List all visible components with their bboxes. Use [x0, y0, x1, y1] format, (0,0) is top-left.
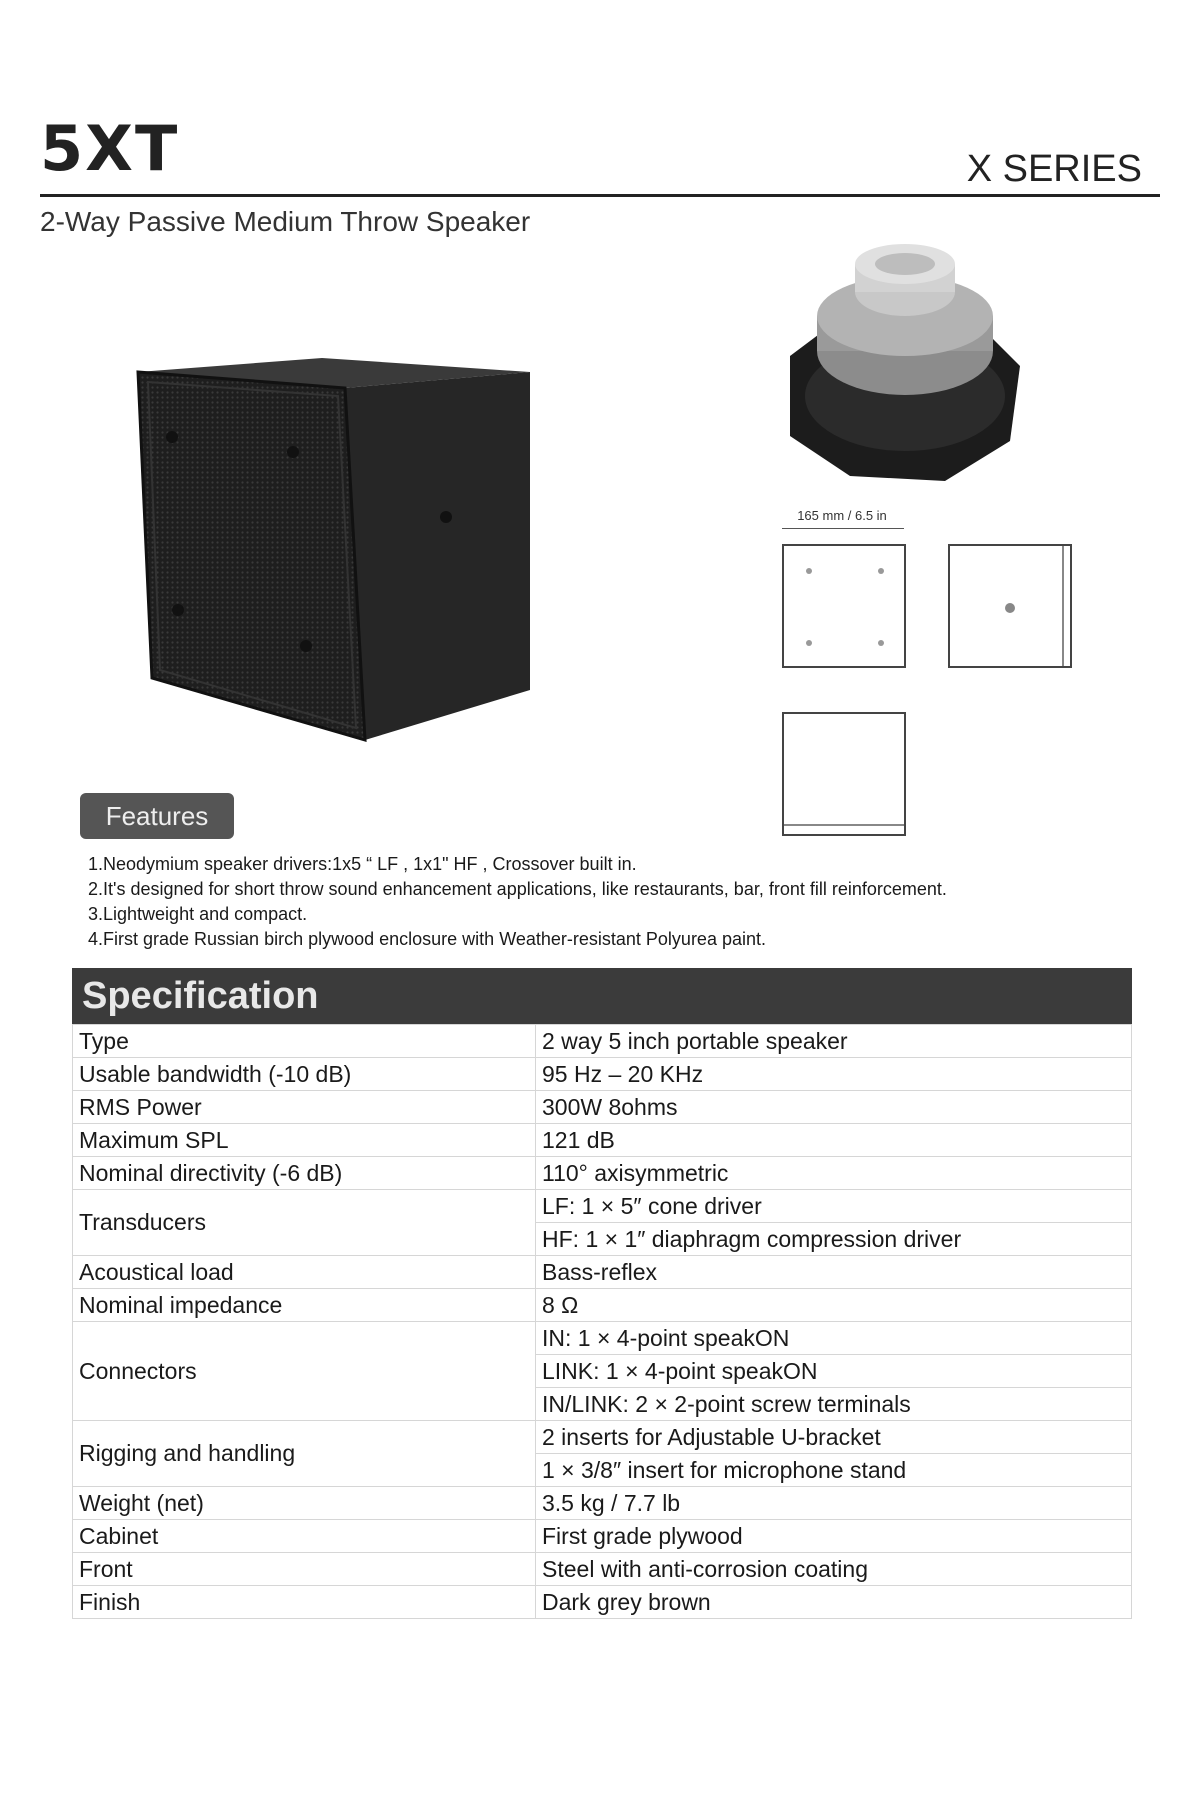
spec-label: Type [73, 1025, 536, 1058]
spec-value: IN/LINK: 2 × 2-point screw terminals [536, 1388, 1132, 1421]
spec-label: Maximum SPL [73, 1124, 536, 1157]
specification-header: Specification [72, 968, 1132, 1024]
features-badge: Features [80, 793, 234, 839]
spec-value: Steel with anti-corrosion coating [536, 1553, 1132, 1586]
feature-item: 3.Lightweight and compact. [88, 904, 308, 924]
table-row [73, 1553, 1132, 1586]
spec-value: 121 dB [536, 1124, 1132, 1157]
top-view-drawing [782, 712, 906, 836]
spec-label: Rigging and handling [73, 1421, 536, 1487]
spec-value: 3.5 kg / 7.7 lb [536, 1487, 1132, 1520]
table-row [73, 1256, 1132, 1289]
feature-item: 2.It's designed for short throw sound enhancement applications, like restaurants, bar, front fill reinforcement. [88, 879, 947, 899]
speaker-cabinet-image [110, 300, 580, 760]
spec-value: LINK: 1 × 4-point speakON [536, 1355, 1132, 1388]
table-row [73, 1025, 1132, 1058]
side-view-drawing [948, 544, 1072, 668]
spec-label: Nominal impedance [73, 1289, 536, 1322]
spec-label: Cabinet [73, 1520, 536, 1553]
series-name: X SERIES [966, 148, 1142, 190]
spec-value: 2 way 5 inch portable speaker [536, 1025, 1132, 1058]
table-row [73, 1289, 1132, 1322]
spec-label: Front [73, 1553, 536, 1586]
model-name: 5XT [40, 112, 180, 185]
spec-label: Usable bandwidth (-10 dB) [73, 1058, 536, 1091]
spec-value: 8 Ω [536, 1289, 1132, 1322]
table-row [73, 1322, 1132, 1355]
spec-value: First grade plywood [536, 1520, 1132, 1553]
table-row [73, 1190, 1132, 1223]
front-view-drawing [782, 544, 906, 668]
spec-value: Bass-reflex [536, 1256, 1132, 1289]
header-divider [40, 194, 1160, 197]
table-row [73, 1520, 1132, 1553]
table-row [73, 1058, 1132, 1091]
feature-item: 4.First grade Russian birch plywood enclosure with Weather-resistant Polyurea paint. [88, 929, 766, 949]
spec-value: 1 × 3/8″ insert for microphone stand [536, 1454, 1132, 1487]
spec-value: 300W 8ohms [536, 1091, 1132, 1124]
product-subtitle: 2-Way Passive Medium Throw Speaker [40, 206, 531, 237]
table-row [73, 1586, 1132, 1619]
feature-item: 1.Neodymium speaker drivers:1x5 “ LF , 1x1" HF , Crossover built in. [88, 854, 637, 874]
features-list [88, 852, 1138, 952]
spec-label: Finish [73, 1586, 536, 1619]
spec-label: RMS Power [73, 1091, 536, 1124]
spec-label: Nominal directivity (-6 dB) [73, 1157, 536, 1190]
spec-label: Transducers [73, 1190, 536, 1256]
driver-image [770, 236, 1040, 496]
spec-label: Weight (net) [73, 1487, 536, 1520]
spec-label: Acoustical load [73, 1256, 536, 1289]
spec-value: IN: 1 × 4-point speakON [536, 1322, 1132, 1355]
specification-table [72, 1024, 1132, 1619]
dimension-label: 165 mm / 6.5 in [797, 508, 887, 523]
table-row [73, 1487, 1132, 1520]
spec-value: 95 Hz – 20 KHz [536, 1058, 1132, 1091]
spec-label: Connectors [73, 1322, 536, 1421]
spec-value: 2 inserts for Adjustable U-bracket [536, 1421, 1132, 1454]
spec-value: 110° axisymmetric [536, 1157, 1132, 1190]
table-row [73, 1091, 1132, 1124]
spec-value: LF: 1 × 5″ cone driver [536, 1190, 1132, 1223]
spec-value: Dark grey brown [536, 1586, 1132, 1619]
table-row [73, 1124, 1132, 1157]
dimension-line [782, 528, 904, 529]
table-row [73, 1157, 1132, 1190]
table-row [73, 1421, 1132, 1454]
spec-value: HF: 1 × 1″ diaphragm compression driver [536, 1223, 1132, 1256]
